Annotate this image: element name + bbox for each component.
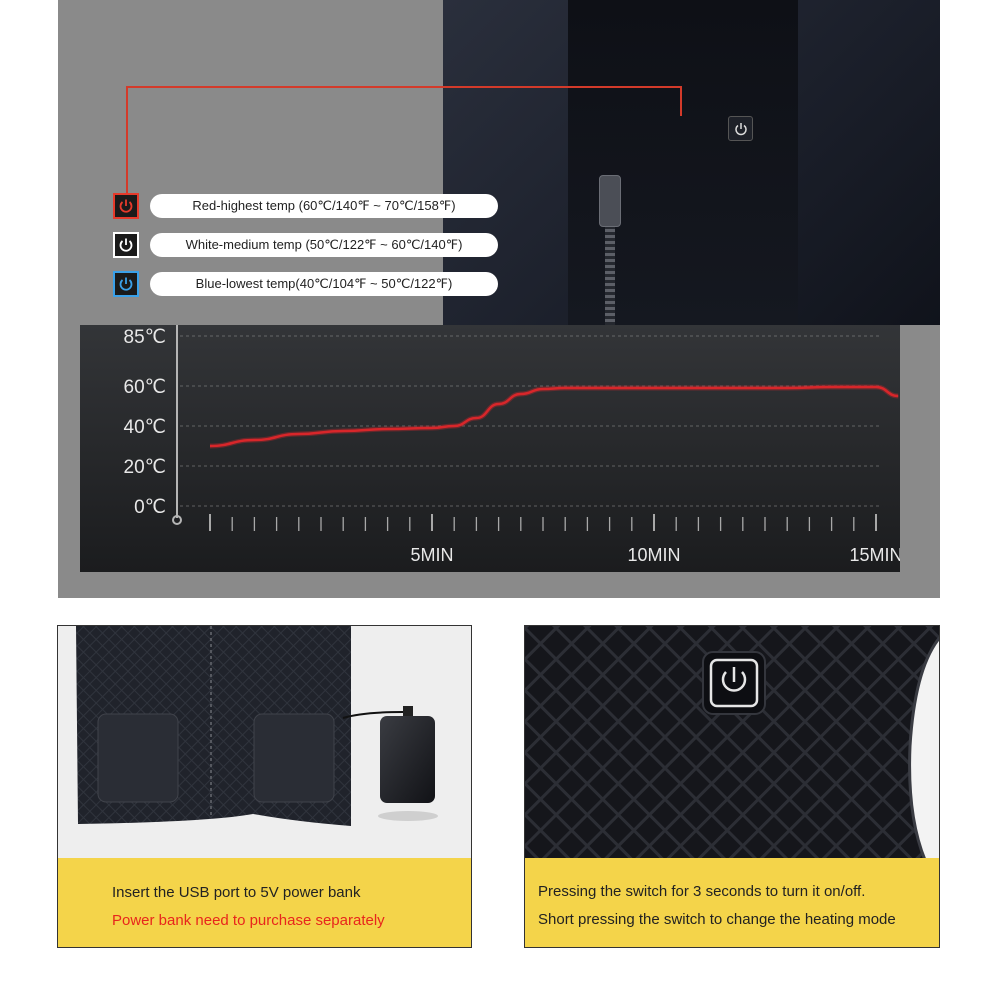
leader-line [126, 86, 682, 88]
power-icon [118, 237, 134, 253]
temperature-chart-svg [80, 325, 900, 572]
power-icon [734, 122, 748, 136]
hero-area [58, 0, 940, 598]
usb-panel [57, 625, 472, 948]
vest-power-bank-photo [58, 626, 472, 860]
usb-caption [58, 858, 471, 947]
y-tick-label: 20℃ [123, 457, 166, 478]
mode-instruction: Short pressing the switch to change the heating mode [538, 911, 896, 928]
power-instruction: Pressing the switch for 3 seconds to turn it on/off. [538, 883, 866, 900]
x-tick-label: 10MIN [627, 545, 681, 565]
leader-line [126, 86, 128, 194]
legend-blue-label: Blue-lowest temp(40℃/104℉ ~ 50℃/122℉) [150, 272, 498, 296]
legend-white-label: White-medium temp (50℃/122℉ ~ 60℃/140℉) [150, 233, 498, 257]
x-tick-label: 15MIN [849, 545, 900, 565]
y-tick-label: 0℃ [134, 497, 166, 518]
usb-instruction: Insert the USB port to 5V power bank [112, 884, 361, 901]
x-tick-label: 5MIN [410, 545, 454, 565]
legend-icon-blue [113, 271, 139, 297]
zipper-pull [599, 175, 621, 227]
temperature-series-line [210, 387, 898, 446]
y-tick-label: 60℃ [123, 377, 166, 398]
purchase-note: Power bank need to purchase separately [112, 912, 385, 929]
switch-panel [524, 625, 940, 948]
vest-shirt [568, 0, 798, 325]
vest-photo [443, 0, 940, 325]
legend-red-label: Red-highest temp (60℃/140℉ ~ 70℃/158℉) [150, 194, 498, 218]
power-icon [118, 276, 134, 292]
switch-caption [525, 858, 939, 947]
temperature-chart [80, 325, 900, 572]
power-icon [118, 198, 134, 214]
legend-icon-white [113, 232, 139, 258]
legend-icon-red [113, 193, 139, 219]
leader-line [680, 86, 682, 116]
series-glow [210, 387, 898, 446]
y-tick-label: 40℃ [123, 417, 166, 438]
y-tick-label: 85℃ [123, 327, 166, 348]
vest-closeup-photo [525, 626, 940, 860]
vest-power-button [728, 116, 753, 141]
